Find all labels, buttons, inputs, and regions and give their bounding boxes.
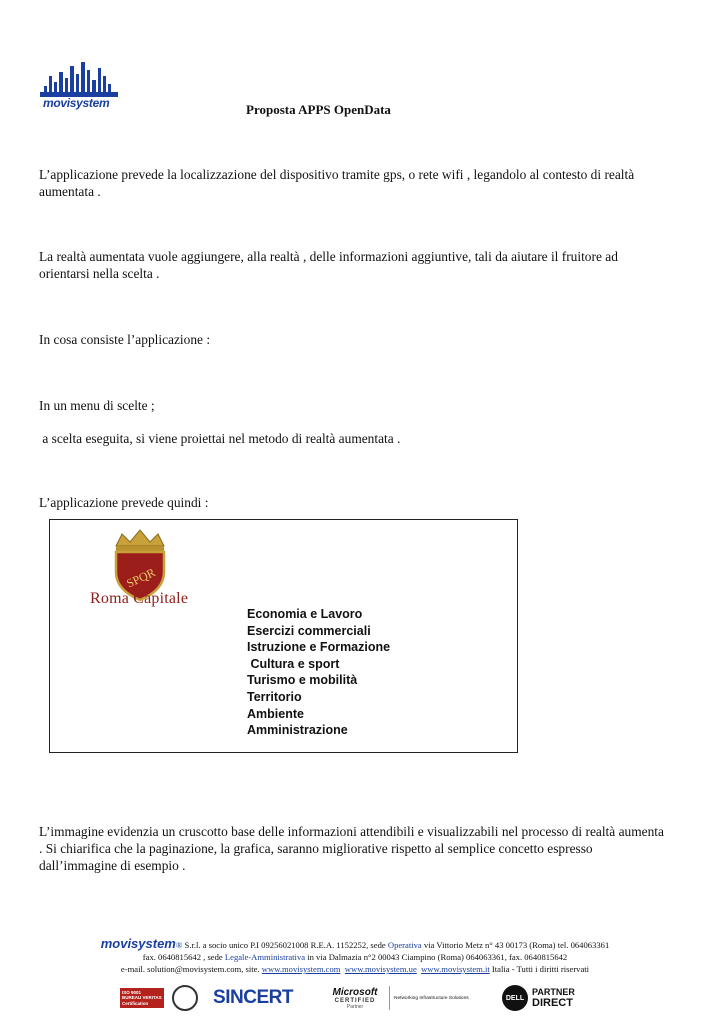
paragraph-6: L’applicazione prevede quindi : xyxy=(39,495,209,510)
ms-partner: Partner xyxy=(346,1003,364,1010)
bv-seal-icon xyxy=(172,985,198,1011)
company-logo xyxy=(40,62,122,114)
menu-item[interactable]: Ambiente xyxy=(247,706,304,721)
certification-badges xyxy=(120,983,590,1015)
menu-item[interactable]: Turismo e mobilità xyxy=(247,673,358,688)
menu-item[interactable]: Esercizi commerciali xyxy=(247,623,371,638)
sincert-badge: SINCERT xyxy=(213,987,293,1008)
crest-letters: SPQR xyxy=(124,565,158,591)
paragraph-2: La realtà aumentata vuole aggiungere, alla realtà , delle informazioni aggiuntive, tali da aiutare il fruitore ad orientarsi nella scelta . xyxy=(39,249,618,281)
bv-name: BUREAU VERITAS xyxy=(122,995,162,1001)
menu-item[interactable]: Amministrazione xyxy=(247,723,348,738)
paragraph-4: In un menu di scelte ; xyxy=(39,398,155,413)
dell-logo-icon: DELL xyxy=(502,985,528,1011)
footer-reg-mark: ® xyxy=(175,940,183,950)
footer-operativa: Operativa xyxy=(387,940,422,950)
menu-item[interactable]: Economia e Lavoro xyxy=(247,607,363,621)
ms-name: Microsoft xyxy=(332,986,378,998)
bv-iso: ISO 9001 xyxy=(122,989,142,995)
paragraph-5: a scelta eseguita, si viene proiettai nel metodo di realtà aumentata . xyxy=(39,431,401,446)
skyline-icon xyxy=(40,62,122,100)
footer-line1-b: via Vittorio Metz n° 43 00173 (Roma) tel. 064063361 xyxy=(421,940,610,950)
dell-direct: DIRECT xyxy=(532,997,573,1009)
menu-item[interactable]: Territorio xyxy=(247,689,302,704)
dell-partner-badge xyxy=(502,983,588,1013)
roma-capitale-caption: Roma Capitale xyxy=(90,590,189,607)
footer-link-ue[interactable]: www.movisystem.ue xyxy=(344,964,417,974)
footer xyxy=(70,938,640,975)
bureau-veritas-badge xyxy=(120,983,200,1013)
page-title: Proposta APPS OpenData xyxy=(246,102,391,117)
footer-line2-b: in via Dalmazia n°2 00043 Ciampino (Roma) 064063361, fax. 0640815642 xyxy=(305,952,568,962)
app-mockup-figure xyxy=(49,519,518,753)
paragraph-1: L’applicazione prevede la localizzazione del dispositivo tramite gps, o rete wifi , legandolo al contesto di realtà aumentata . xyxy=(39,167,635,199)
footer-legale: Legale-Amministrativa xyxy=(224,952,306,962)
footer-link-com[interactable]: www.movisystem.com xyxy=(261,964,341,974)
footer-link-it[interactable]: www.movisystem.it xyxy=(421,964,490,974)
footer-brand: movisystem xyxy=(100,936,176,951)
dell-partner: PARTNER xyxy=(532,987,575,997)
microsoft-badge xyxy=(325,983,485,1013)
category-menu xyxy=(247,606,390,739)
paragraph-3: In cosa consiste l’applicazione : xyxy=(39,332,211,347)
ms-specialty: Networking Infrastructure Solutions xyxy=(394,995,469,1001)
logo-wordmark: movisystem xyxy=(43,96,110,110)
footer-line3-a: e-mail. solution@movisystem.com, site. xyxy=(120,964,262,974)
paragraph-7: L’immagine evidenzia un cruscotto base delle informazioni attendibili e visualizzabili nel processo di realtà aumenta . Si chiarifica che la paginazione, la grafica, saranno migliorative rispetto al semplice concetto espresso dall’immagine di esempio . xyxy=(39,824,664,873)
footer-line3-b: Italia - Tutti i diritti riservati xyxy=(489,964,590,974)
footer-line2-a: fax. 0640815642 , sede xyxy=(142,952,225,962)
footer-line1-a: S.r.l. a socio unico P.I 09256021008 R.E.A. 1152252, sede xyxy=(182,940,388,950)
bv-cert: Certification xyxy=(122,1000,149,1006)
menu-item[interactable]: Istruzione e Formazione xyxy=(247,640,391,655)
menu-item[interactable]: Cultura e sport xyxy=(247,656,340,671)
ms-certified: CERTIFIED xyxy=(334,997,376,1004)
